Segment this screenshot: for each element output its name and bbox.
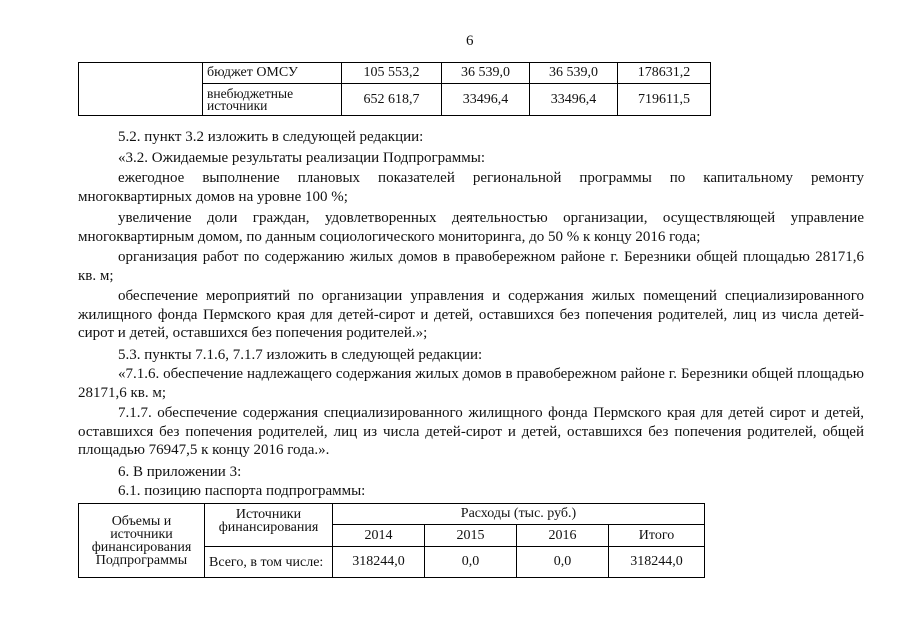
paragraph-7-1-6: «7.1.6. обеспечение надлежащего содержания жилых домов в правобережном районе г. Березники общей площадью 28171,6 кв. м; [78,366,864,401]
value-cell: 0,0 [517,547,609,578]
paragraph-5-3: 5.3. пункты 7.1.6, 7.1.7 изложить в следующей редакции: [118,347,483,363]
value-cell: 33496,4 [442,84,530,116]
funding-table-continued [78,62,711,116]
paragraph-7-1-7: 7.1.7. обеспечение содержания специализированного жилищного фонда Пермского края для детей сирот и детей, оставшихся без попечения родителей, лиц из числа детей-сирот и детей, оставшихся без попечения родителей, общей площадью 76947,5 к концу 2016 года.». [78,405,864,458]
year-header: 2016 [517,525,609,547]
value-cell: 36 539,0 [530,63,618,84]
value-cell: 178631,2 [618,63,711,84]
year-header: 2014 [333,525,425,547]
source-cell: внебюджетные источники [203,84,342,116]
paragraph-maintenance: организация работ по содержанию жилых домов в правобережном районе г. Березники общей площадью 28171,6 кв. м; [78,249,864,284]
paragraph-3-2-heading: «3.2. Ожидаемые результаты реализации Подпрограммы: [118,150,485,166]
funding-volumes-header: Объемы и источники финансирования Подпрограммы [79,504,205,578]
year-header: 2015 [425,525,517,547]
value-cell: 318244,0 [333,547,425,578]
table-row [79,63,711,84]
value-cell: 318244,0 [609,547,705,578]
value-cell: 33496,4 [530,84,618,116]
paragraph-6: 6. В приложении 3: [118,464,242,480]
empty-cell [79,63,203,116]
table-header-row [79,504,705,525]
subprogram-passport-table [78,503,705,578]
value-cell: 719611,5 [618,84,711,116]
paragraph-annual-targets: ежегодное выполнение плановых показателей региональной программы по капитальному ремонту многоквартирных домов на уровне 100 %; [78,170,864,205]
paragraph-6-1: 6.1. позицию паспорта подпрограммы: [118,483,366,499]
value-cell: 105 553,2 [342,63,442,84]
total-label: Всего, в том числе: [205,547,333,578]
page-number: 6 [466,33,474,49]
paragraph-satisfaction: увеличение доли граждан, удовлетворенных деятельностью организации, осуществляющей управление многоквартирным домом, по данным социологического мониторинга, до 50 % к концу 2016 года; [78,210,864,245]
value-cell: 0,0 [425,547,517,578]
expenses-header: Расходы (тыс. руб.) [333,504,705,525]
total-header: Итого [609,525,705,547]
paragraph-specialized-fund: обеспечение мероприятий по организации управления и содержания жилых помещений специализированного жилищного фонда Пермского края для детей-сирот и детей, оставшихся без попечения родителей, лиц из числа детей-сирот и детей, оставшихся без попечения родителей.»; [78,288,864,341]
paragraph-5-2: 5.2. пункт 3.2 изложить в следующей редакции: [118,129,424,145]
source-cell: бюджет ОМСУ [203,63,342,84]
sources-header: Источники финансирования [205,504,333,547]
value-cell: 652 618,7 [342,84,442,116]
value-cell: 36 539,0 [442,63,530,84]
